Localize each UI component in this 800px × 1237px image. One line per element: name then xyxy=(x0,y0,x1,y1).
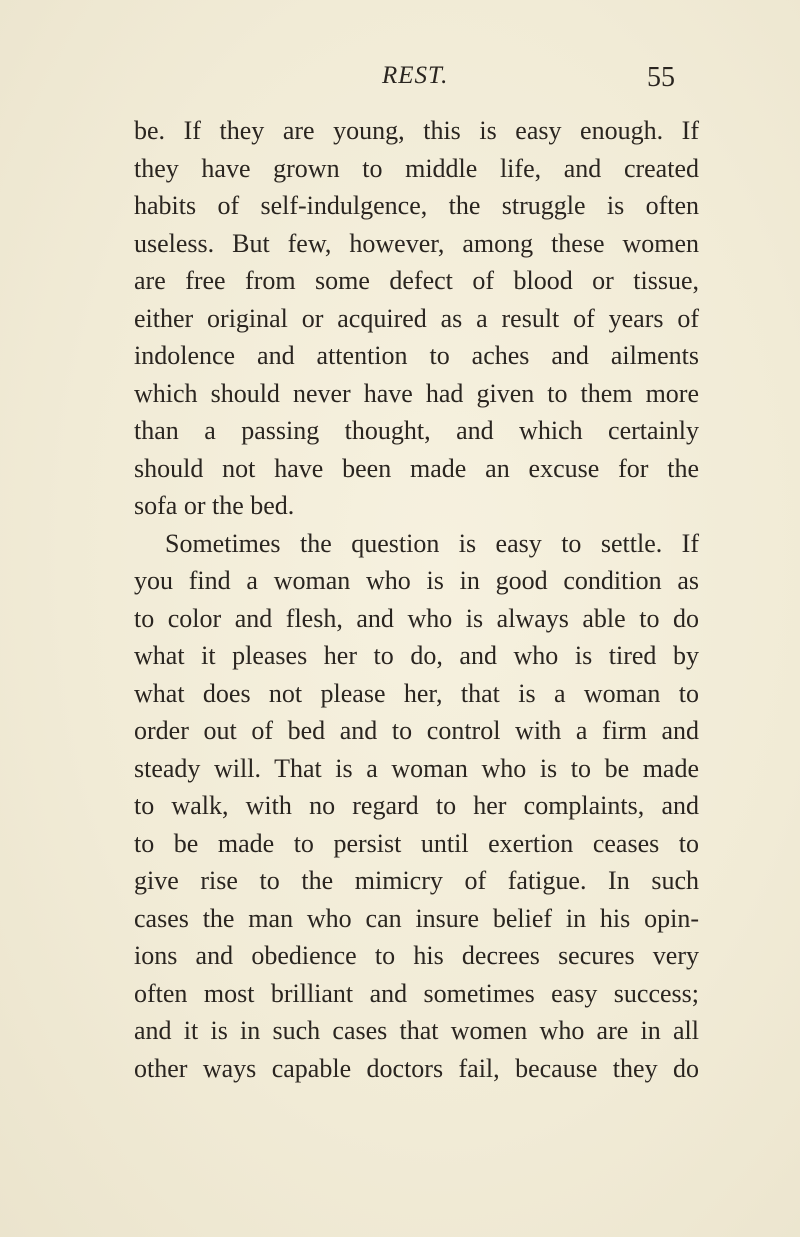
text-line: steady will. That is a woman who is to be made xyxy=(134,753,699,783)
text-line: other ways capable doctors fail, because they do xyxy=(134,1053,699,1083)
text-line: indolence and attention to aches and ailments xyxy=(134,341,699,370)
text-line: be. If they are young, this is easy enough. If xyxy=(134,116,699,145)
text-line: what does not please her, that is a woman to xyxy=(134,678,699,708)
text-line: useless. But few, however, among these women xyxy=(134,228,699,258)
text-line: to be made to persist until exertion ceases to xyxy=(134,828,699,858)
text-line: habits of self-indulgence, the struggle is often xyxy=(134,191,699,220)
text-line: often most brilliant and sometimes easy success; xyxy=(134,978,699,1008)
running-title: REST. xyxy=(382,62,449,89)
text-line: give rise to the mimicry of fatigue. In such xyxy=(134,866,699,895)
text-line: to walk, with no regard to her complaints, and xyxy=(134,791,699,820)
running-head xyxy=(0,62,800,98)
text-line: to color and flesh, and who is always able to do xyxy=(134,603,699,633)
text-line: and it is in such cases that women who are in all xyxy=(134,1016,699,1045)
text-line: what it pleases her to do, and who is tired by xyxy=(134,641,699,670)
text-line: they have grown to middle life, and created xyxy=(134,153,699,183)
text-line: cases the man who can insure belief in his opin- xyxy=(134,903,699,933)
body-text xyxy=(134,112,699,1087)
text-line: you find a woman who is in good condition as xyxy=(134,566,699,595)
text-line: which should never have had given to them more xyxy=(134,378,699,408)
text-line: ions and obedience to his decrees secures very xyxy=(134,941,699,970)
text-line: order out of bed and to control with a firm and xyxy=(134,716,699,745)
text-line: should not have been made an excuse for the xyxy=(134,453,699,483)
paragraph-start-line: Sometimes the question is easy to settle. If xyxy=(165,528,699,558)
text-line: either original or acquired as a result of years of xyxy=(134,303,699,333)
paragraph-end-line: sofa or the bed. xyxy=(134,491,295,520)
text-line: are free from some defect of blood or tissue, xyxy=(134,266,699,295)
page-number: 55 xyxy=(647,62,675,93)
text-line: than a passing thought, and which certainly xyxy=(134,416,699,445)
